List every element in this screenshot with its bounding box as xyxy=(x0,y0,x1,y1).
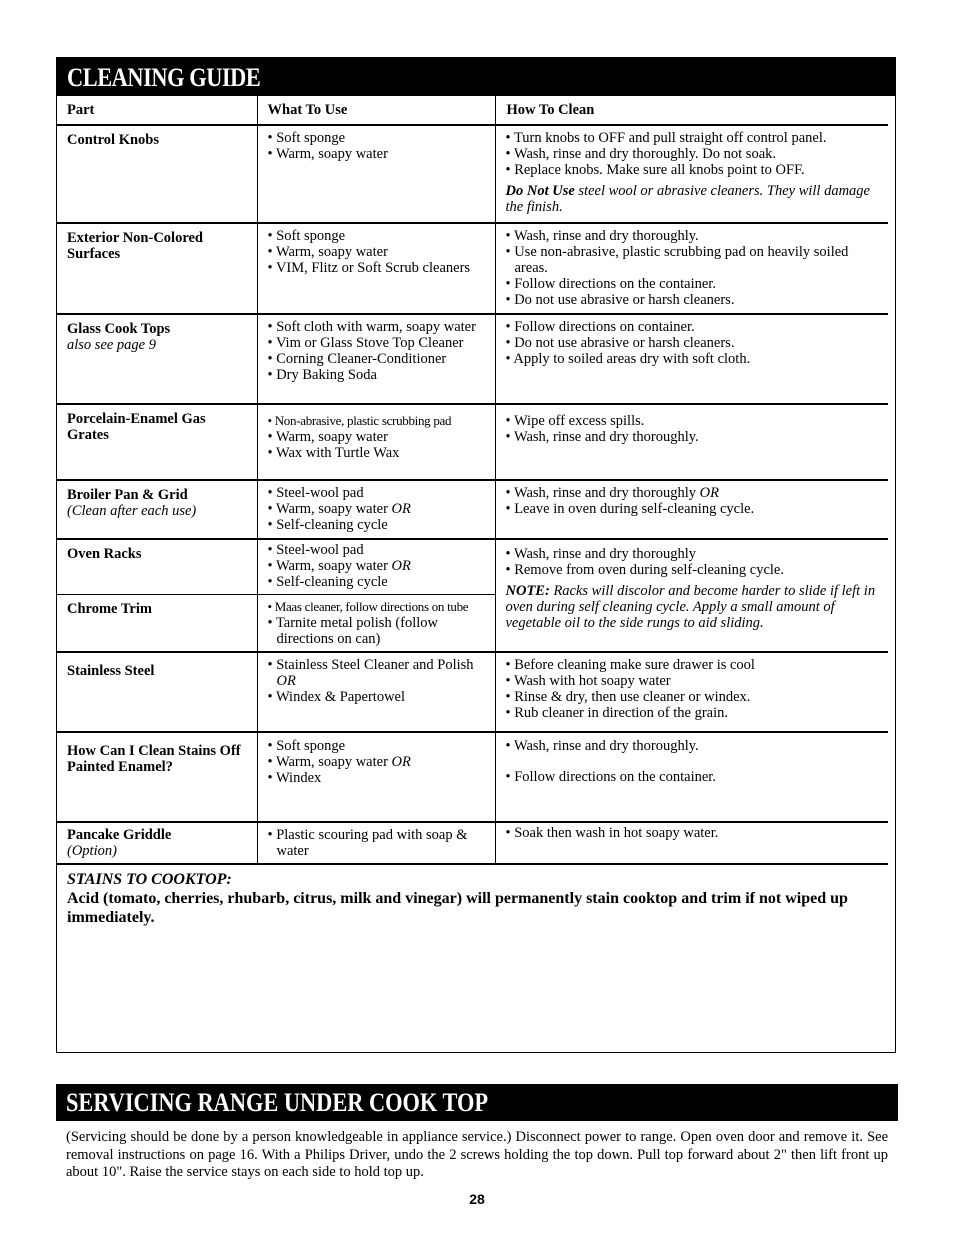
how-cell: • Wash, rinse and dry thoroughly OR • Leave in oven during self-cleaning cycle. xyxy=(495,480,888,539)
part-cell: Oven Racks xyxy=(57,539,257,595)
table-row xyxy=(57,652,888,732)
how-cell: • Wash, rinse and dry thoroughly. • Use non-abrasive, plastic scrubbing pad on heavily soiled areas. • Follow directions on the container. • Do not use abrasive or harsh cleaners. xyxy=(495,223,888,314)
part-cell: Chrome Trim xyxy=(57,595,257,653)
what-cell: • Soft cloth with warm, soapy water • Vim or Glass Stove Top Cleaner • Corning Cleaner-Conditioner • Dry Baking Soda xyxy=(257,314,495,404)
what-cell: • Non-abrasive, plastic scrubbing pad • Warm, soapy water • Wax with Turtle Wax xyxy=(257,404,495,480)
page-number: 28 xyxy=(469,1191,485,1207)
what-cell: • Plastic scouring pad with soap & water xyxy=(257,822,495,864)
table-row xyxy=(57,539,888,595)
how-cell: • Soak then wash in hot soapy water. xyxy=(495,822,888,864)
what-cell: • Maas cleaner, follow directions on tube • Tarnite metal polish (follow directions on can) xyxy=(257,595,495,653)
how-cell: • Turn knobs to OFF and pull straight off control panel. • Wash, rinse and dry thoroughly. Do not soak. • Replace knobs. Make sure all knobs point to OFF. Do Not Use steel wool or abrasive cleaners. They will damage the finish. xyxy=(495,125,888,223)
how-cell: • Before cleaning make sure drawer is cool • Wash with hot soapy water • Rinse & dry, then use cleaner or windex. • Rub cleaner in direction of the grain. xyxy=(495,652,888,732)
table-row xyxy=(57,480,888,539)
what-cell: • Soft sponge • Warm, soapy water OR • Windex xyxy=(257,732,495,822)
cleaning-guide-section xyxy=(56,57,896,1053)
part-cell: Pancake Griddle (Option) xyxy=(57,822,257,864)
table-header-row xyxy=(57,96,888,125)
stains-heading: STAINS TO COOKTOP: xyxy=(67,871,232,888)
what-cell: • Steel-wool pad • Warm, soapy water OR • Self-cleaning cycle xyxy=(257,539,495,595)
warning-note: Do Not Use steel wool or abrasive cleaners. They will damage the finish. xyxy=(505,183,870,215)
cleaning-guide-title: CLEANING GUIDE xyxy=(57,58,895,96)
table-row xyxy=(57,404,888,480)
stains-text: Acid (tomato, cherries, rhubarb, citrus, milk and vinegar) will permanently stain cooktop and trim if not wiped up immediately. xyxy=(67,890,848,926)
how-cell: • Wash, rinse and dry thoroughly • Remove from oven during self-cleaning cycle. NOTE: Racks will discolor and become harder to slide if left in oven during self cleaning cycle. Apply a small amount of vegetable oil to the side rungs to aid sliding. xyxy=(495,539,888,652)
what-cell: • Soft sponge • Warm, soapy water • VIM, Flitz or Soft Scrub cleaners xyxy=(257,223,495,314)
what-cell: • Soft sponge • Warm, soapy water xyxy=(257,125,495,223)
how-cell: • Follow directions on container. • Do not use abrasive or harsh cleaners. • Apply to soiled areas dry with soft cloth. xyxy=(495,314,888,404)
part-cell: Control Knobs xyxy=(57,125,257,223)
table-row xyxy=(57,314,888,404)
table-row xyxy=(57,223,888,314)
header-what-to-use: What To Use xyxy=(257,96,495,125)
part-cell: Glass Cook Tops also see page 9 xyxy=(57,314,257,404)
part-cell: Exterior Non-Colored Surfaces xyxy=(57,223,257,314)
part-cell: Broiler Pan & Grid (Clean after each use) xyxy=(57,480,257,539)
table-row xyxy=(57,732,888,822)
part-cell: Porcelain-Enamel Gas Grates xyxy=(57,404,257,480)
what-cell: • Stainless Steel Cleaner and Polish OR • Windex & Papertowel xyxy=(257,652,495,732)
header-part: Part xyxy=(57,96,257,125)
servicing-title: SERVICING RANGE UNDER COOK TOP xyxy=(56,1084,898,1121)
what-cell: • Steel-wool pad • Warm, soapy water OR • Self-cleaning cycle xyxy=(257,480,495,539)
part-cell: How Can I Clean Stains Off Painted Enamel? xyxy=(57,732,257,822)
part-cell: Stainless Steel xyxy=(57,652,257,732)
racks-note: NOTE: Racks will discolor and become harder to slide if left in oven during self cleaning cycle. Apply a small amount of vegetable oil to the side rungs to aid sliding. xyxy=(505,583,876,631)
how-cell: • Wipe off excess spills. • Wash, rinse and dry thoroughly. xyxy=(495,404,888,480)
header-how-to-clean: How To Clean xyxy=(495,96,888,125)
stains-notice xyxy=(67,870,889,927)
servicing-text: (Servicing should be done by a person knowledgeable in appliance service.) Disconnect power to range. Open oven door and remove it. See removal instructions on page 16. With a Philips Driver, undo the 2 screws holding the top down. Pull top forward about 2" then lift front up about 10". Raise the service stays on each side to hold top up. xyxy=(66,1129,888,1180)
cleaning-guide-table xyxy=(57,96,888,865)
table-row xyxy=(57,125,888,223)
table-row xyxy=(57,822,888,864)
how-cell: • Wash, rinse and dry thoroughly. • Follow directions on the container. xyxy=(495,732,888,822)
